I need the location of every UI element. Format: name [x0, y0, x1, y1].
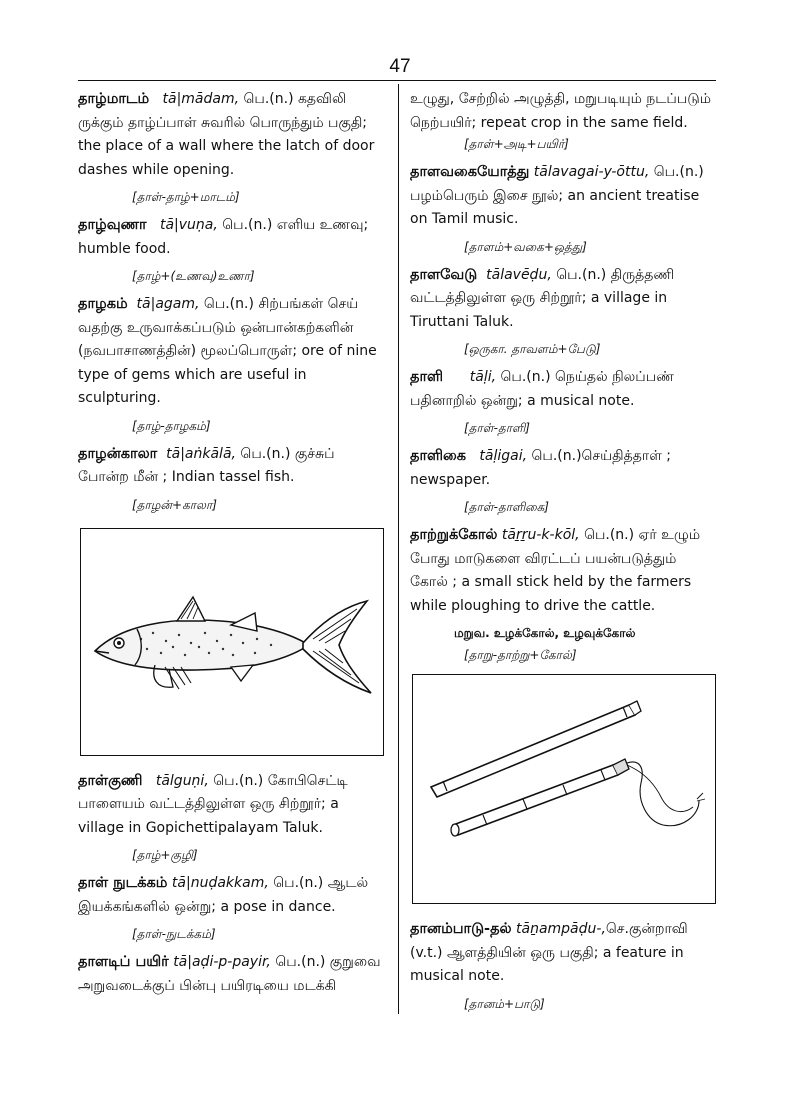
headword: தாள்குணி: [78, 772, 143, 789]
etymology: [தாழ்+குழி]: [132, 848, 198, 862]
entry-text: பெ.(n.) ஏர் உழும்: [584, 527, 701, 543]
entry-text: பதினாறில் ஒன்று; a musical note.: [410, 392, 635, 409]
fish-figure: [80, 528, 384, 756]
entry-text: பெ.(n.): [653, 164, 704, 180]
dictionary-entry: [78, 443, 384, 490]
entry-text: பெ.(n.) ஆடல்: [273, 875, 369, 891]
dictionary-entry: [78, 872, 384, 919]
entry-text: newspaper.: [410, 471, 491, 488]
entry-text: நெற்பயிர்; repeat crop in the same field.: [410, 114, 688, 131]
entry-text: ருக்கும் தாழ்ப்பாள் சுவரில் பொருந்தும் பகுதி;: [78, 114, 368, 131]
tassel-fish-icon: [81, 529, 383, 755]
etymology: [தாள்-தாளி]: [464, 421, 530, 435]
dictionary-entry: [410, 366, 716, 413]
transliteration: tālguṇi,: [155, 772, 209, 789]
entry-text: பெ.(n.) திருத்தணி: [556, 266, 675, 283]
transliteration: tāḷigai,: [479, 448, 528, 464]
transliteration: tāḷi,: [469, 369, 497, 385]
entry-text: type of gems which are useful in: [78, 366, 307, 383]
transliteration: tā|vuṇa,: [159, 217, 218, 233]
transliteration: tā|aḍi-p-payir,: [173, 954, 271, 970]
entry-text: பெ.(n.) எளிய உணவு;: [222, 217, 369, 233]
entry-text: வதற்கு உருவாக்கப்படும் ஒன்பான்கற்களின்: [78, 319, 354, 336]
entry-text: போன்ற மீன் ; Indian tassel fish.: [78, 469, 295, 485]
transliteration: tālavēḍu,: [486, 266, 552, 283]
header-rule: [78, 80, 716, 81]
headword: தானம்பாடு-தல்: [410, 921, 512, 937]
transliteration: tāṉampāḍu-,: [516, 921, 606, 937]
headword: தாழன்காலா: [78, 445, 158, 462]
stick-figure: [412, 674, 716, 904]
entry-text: பாளையம் வட்டத்திலுள்ள ஒரு சிற்றூர்; a: [78, 796, 339, 812]
entry-text: village in Gopichettipalayam Taluk.: [78, 819, 323, 836]
dictionary-entry: [78, 88, 384, 182]
etymology: [தாள்-நுடக்கம்]: [132, 927, 216, 941]
entry-text: (v.t.) ஆளத்தியின் ஒரு பகுதி; a feature in: [410, 944, 684, 961]
entry-text: கோல் ; a small stick held by the farmers: [410, 574, 692, 590]
dictionary-entry: [78, 951, 384, 998]
entry-text: while ploughing to drive the cattle.: [410, 597, 656, 614]
headword: தாளிகை: [410, 448, 467, 464]
entry-text: dashes while opening.: [78, 161, 235, 178]
entry-text: செ.குன்றாவி: [605, 921, 688, 937]
etymology: [தாழ்+(உணவு)உணா]: [132, 269, 255, 283]
dictionary-entry: [78, 214, 384, 261]
entry-text: பெ.(n.) குறுவை: [275, 954, 381, 970]
headword: தாளடிப் பயிர்: [78, 954, 169, 970]
transliteration: tāṟṟu-k-kōl,: [501, 527, 580, 543]
entry-text: பழம்பெரும் இசை நூல்; an ancient treatise: [410, 187, 700, 204]
dictionary-entry: [410, 918, 716, 989]
left-column: [78, 88, 384, 1004]
dictionary-entry: [410, 161, 716, 232]
goad-stick-icon: [413, 675, 715, 903]
entry-text: போது மாடுகளை விரட்டப் பயன்படுத்தும்: [410, 550, 677, 567]
entry-text: பெ.(n.) சிற்பங்கள் செய்: [203, 296, 359, 312]
etymology: [தாள்-தாளிகை]: [464, 500, 549, 514]
headword: தாழகம்: [78, 296, 128, 312]
headword: தாற்றுக்கோல்: [410, 527, 498, 543]
etymology: [தாள்+அடி+பயிர்]: [464, 137, 569, 151]
entry-text: அறுவடைக்குப் பின்பு பயிரடியை மடக்கி: [78, 977, 337, 994]
etymology: [தானம்+பாடு]: [464, 996, 545, 1011]
transliteration: tā|aṅkālā,: [166, 445, 236, 462]
headword: தாள் நுடக்கம்: [78, 875, 168, 891]
dictionary-entry: [78, 770, 384, 841]
entry-text: பெ.(n.) கதவிலி: [243, 91, 347, 107]
entry-text: the place of a wall where the latch of door: [78, 138, 375, 154]
column-divider: [398, 84, 399, 1014]
transliteration: tālavagai-y-ōttu,: [533, 164, 650, 180]
etymology: [தாளம்+வகை+ஒத்து]: [464, 239, 587, 254]
page-number: 47: [389, 56, 411, 77]
dictionary-entry: [410, 445, 716, 492]
etymology: [தாழன்+காலா]: [132, 497, 217, 512]
entry-text: on Tamil music.: [410, 211, 519, 227]
headword: தாழ்மாடம்: [78, 91, 150, 107]
entry-text: (நவபாசாணத்தின்) மூலப்பொருள்; ore of nine: [78, 343, 377, 359]
dictionary-entry: [78, 293, 384, 411]
entry-text: இயக்கங்களில் ஒன்று; a pose in dance.: [78, 898, 336, 915]
entry-text: பெ.(n.) குச்சுப்: [240, 445, 335, 462]
entry-text: musical note.: [410, 968, 505, 984]
continued-entry: [410, 88, 716, 135]
etymology: [ஒருகா. தாவளம்+பேடு]: [464, 342, 601, 356]
transliteration: tā|agam,: [136, 296, 200, 312]
entry-text: உழுது, சேற்றில் அழுத்தி, மறுபடியும் நடப்படும்: [410, 91, 712, 107]
entry-text: Tiruttani Taluk.: [410, 313, 514, 330]
transliteration: tā|mādam,: [162, 91, 240, 107]
entry-text: வட்டத்திலுள்ள ஒரு சிற்றூர்; a village in: [410, 290, 668, 306]
right-column: [410, 88, 716, 1021]
entry-text: sculpturing.: [78, 390, 161, 406]
dictionary-entry: [410, 524, 716, 618]
headword: தாளவேடு: [410, 266, 478, 283]
entry-text: பெ.(n.)செய்தித்தாள் ;: [531, 448, 672, 464]
headword: தாளி: [410, 369, 444, 385]
etymology: [தாள்-தாழ்+மாடம்]: [132, 190, 240, 204]
headword: தாளவகையோத்து: [410, 164, 530, 180]
transliteration: tā|nuḍakkam,: [171, 875, 269, 891]
headword: தாழ்வுணா: [78, 217, 147, 233]
entry-text: பெ.(n.) நெய்தல் நிலப்பண்: [500, 369, 674, 385]
entry-text: humble food.: [78, 240, 171, 257]
synonyms: மறுவ. உழக்கோல், உழவுக்கோல்: [454, 626, 636, 640]
entry-text: பெ.(n.) கோபிசெட்டி: [213, 772, 348, 789]
dictionary-entry: [410, 264, 716, 335]
etymology: [தாழ்-தாழகம்]: [132, 418, 211, 433]
etymology: [தாறு-தாற்று+கோல்]: [464, 648, 577, 662]
